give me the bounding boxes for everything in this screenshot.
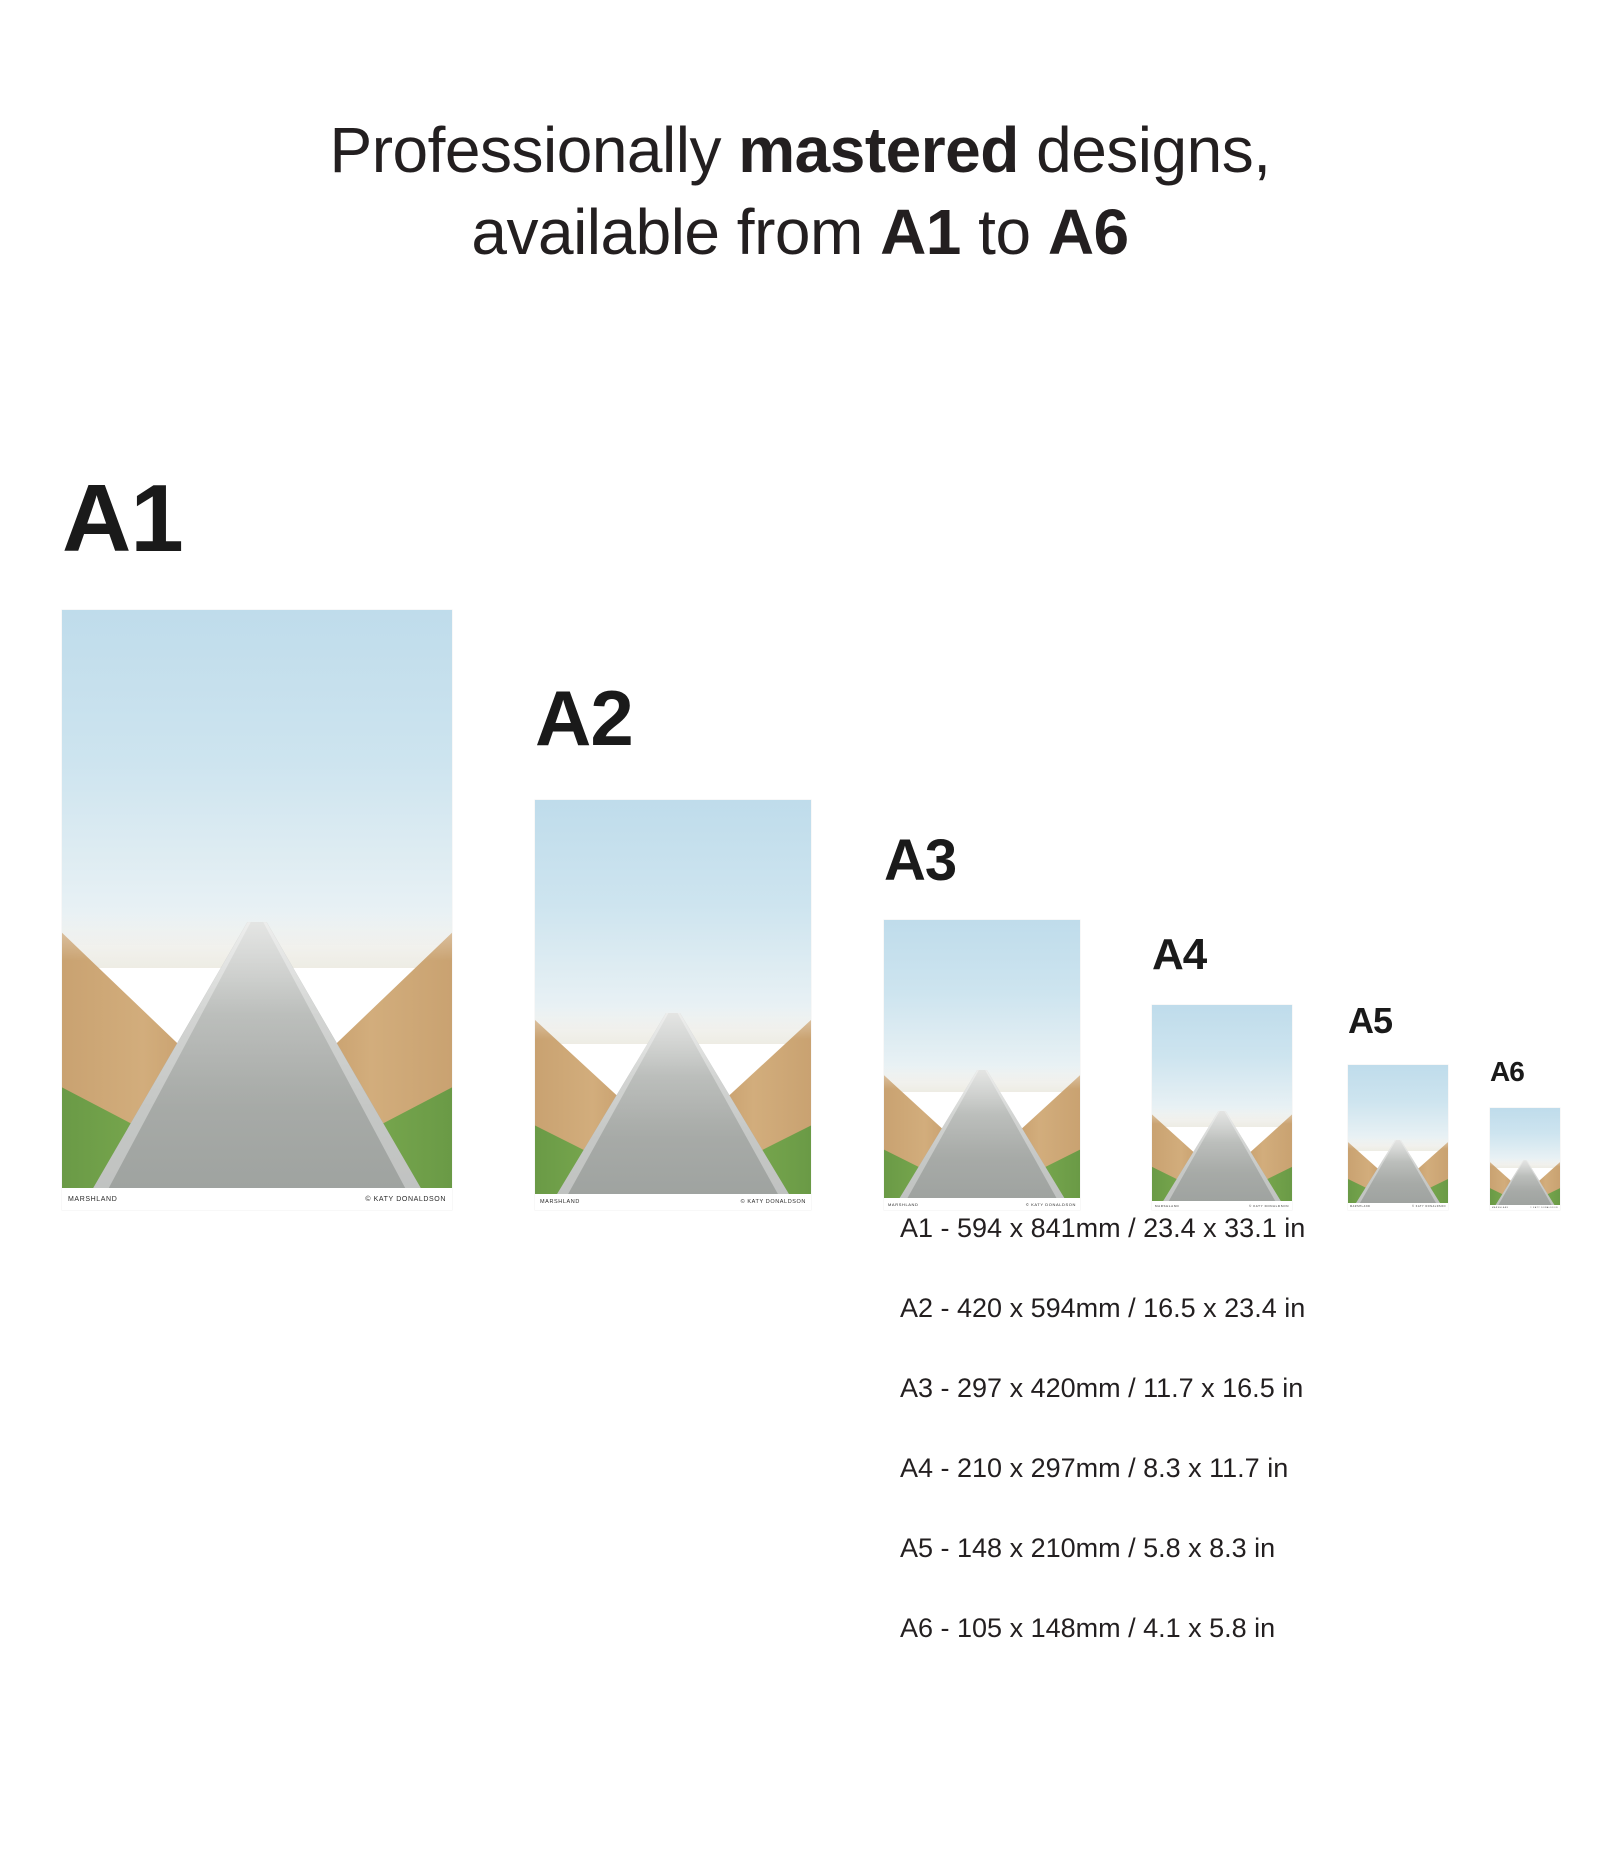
size-column-a5 — [1348, 1000, 1448, 1210]
size-column-a2 — [535, 674, 811, 1210]
poster-preview-a1[interactable] — [62, 610, 452, 1210]
artwork-sky — [1490, 1108, 1560, 1164]
size-column-a1 — [62, 465, 452, 1210]
poster-preview-a5[interactable] — [1348, 1065, 1448, 1210]
dimension-row-a1: A1 - 594 x 841mm / 23.4 x 33.1 in — [900, 1213, 1306, 1243]
size-label-a3: A3 — [884, 828, 957, 893]
poster-credit: © KATY DONALDSON — [1248, 1203, 1289, 1208]
headline-line-2-bold-a1: A1 — [880, 195, 961, 268]
poster-title: MARSHLAND — [1155, 1203, 1180, 1208]
poster-artwork — [1490, 1108, 1560, 1205]
headline-line-1-pre: Professionally — [329, 114, 739, 186]
size-label-a4: A4 — [1152, 930, 1207, 979]
poster-title: MARSHLAND — [1350, 1205, 1371, 1208]
artwork-sky — [1348, 1065, 1448, 1145]
size-label-a5: A5 — [1348, 1000, 1393, 1041]
poster-artwork — [1152, 1005, 1292, 1201]
poster-artwork — [535, 800, 811, 1194]
dimension-row-a2: A2 - 420 x 594mm / 16.5 x 23.4 in — [900, 1293, 1306, 1323]
dimension-row-a3: A3 - 297 x 420mm / 11.7 x 16.5 in — [900, 1373, 1304, 1403]
artwork-sky — [884, 920, 1080, 1081]
poster-title: MARSHLAND — [540, 1199, 580, 1205]
poster-preview-a2[interactable] — [535, 800, 811, 1210]
headline-line-1-post: designs, — [1018, 114, 1271, 186]
headline-line-2-pre: available from — [471, 195, 881, 268]
poster-title: MARSHLAND — [68, 1195, 118, 1203]
poster-caption — [62, 1188, 452, 1210]
poster-preview-a3[interactable] — [884, 920, 1080, 1210]
headline-line-2-bold-a6: A6 — [1047, 195, 1129, 268]
poster-artwork — [1348, 1065, 1448, 1203]
poster-credit: © KATY DONALDSON — [1530, 1206, 1558, 1209]
headline-line-1-bold: mastered — [738, 114, 1019, 186]
size-label-a6: A6 — [1490, 1056, 1524, 1087]
dimension-list — [900, 1215, 1540, 1695]
poster-title: MARSHLAND — [888, 1201, 919, 1207]
size-comparison-row — [0, 430, 1600, 1210]
artwork-sky — [535, 800, 811, 1029]
poster-credit: © KATY DONALDSON — [1412, 1205, 1446, 1208]
dimension-row-a5: A5 - 148 x 210mm / 5.8 x 8.3 in — [900, 1533, 1276, 1563]
poster-artwork — [62, 610, 452, 1188]
size-label-a2: A2 — [535, 674, 633, 762]
page-headline — [0, 110, 1600, 274]
poster-credit: © KATY DONALDSON — [365, 1195, 446, 1203]
poster-caption — [1348, 1203, 1448, 1210]
artwork-sky — [1152, 1005, 1292, 1119]
poster-artwork — [884, 920, 1080, 1198]
dimension-row-a4: A4 - 210 x 297mm / 8.3 x 11.7 in — [900, 1453, 1289, 1483]
size-column-a3 — [884, 828, 1080, 1210]
size-column-a4 — [1152, 930, 1292, 1210]
size-column-a6 — [1490, 1056, 1560, 1210]
poster-caption — [1490, 1205, 1560, 1210]
poster-caption — [535, 1194, 811, 1210]
poster-preview-a4[interactable] — [1152, 1005, 1292, 1210]
dimension-row-a6: A6 - 105 x 148mm / 4.1 x 5.8 in — [900, 1613, 1276, 1643]
poster-title: MARSHLAND — [1492, 1206, 1509, 1209]
poster-credit: © KATY DONALDSON — [740, 1199, 806, 1205]
poster-credit: © KATY DONALDSON — [1025, 1201, 1076, 1207]
poster-caption — [884, 1198, 1080, 1210]
headline-line-2 — [0, 192, 1600, 274]
size-label-a1: A1 — [62, 465, 183, 572]
headline-line-2-mid: to — [960, 195, 1048, 268]
poster-preview-a6[interactable] — [1490, 1108, 1560, 1210]
poster-caption — [1152, 1201, 1292, 1210]
artwork-sky — [62, 610, 452, 945]
headline-line-1 — [0, 110, 1600, 192]
